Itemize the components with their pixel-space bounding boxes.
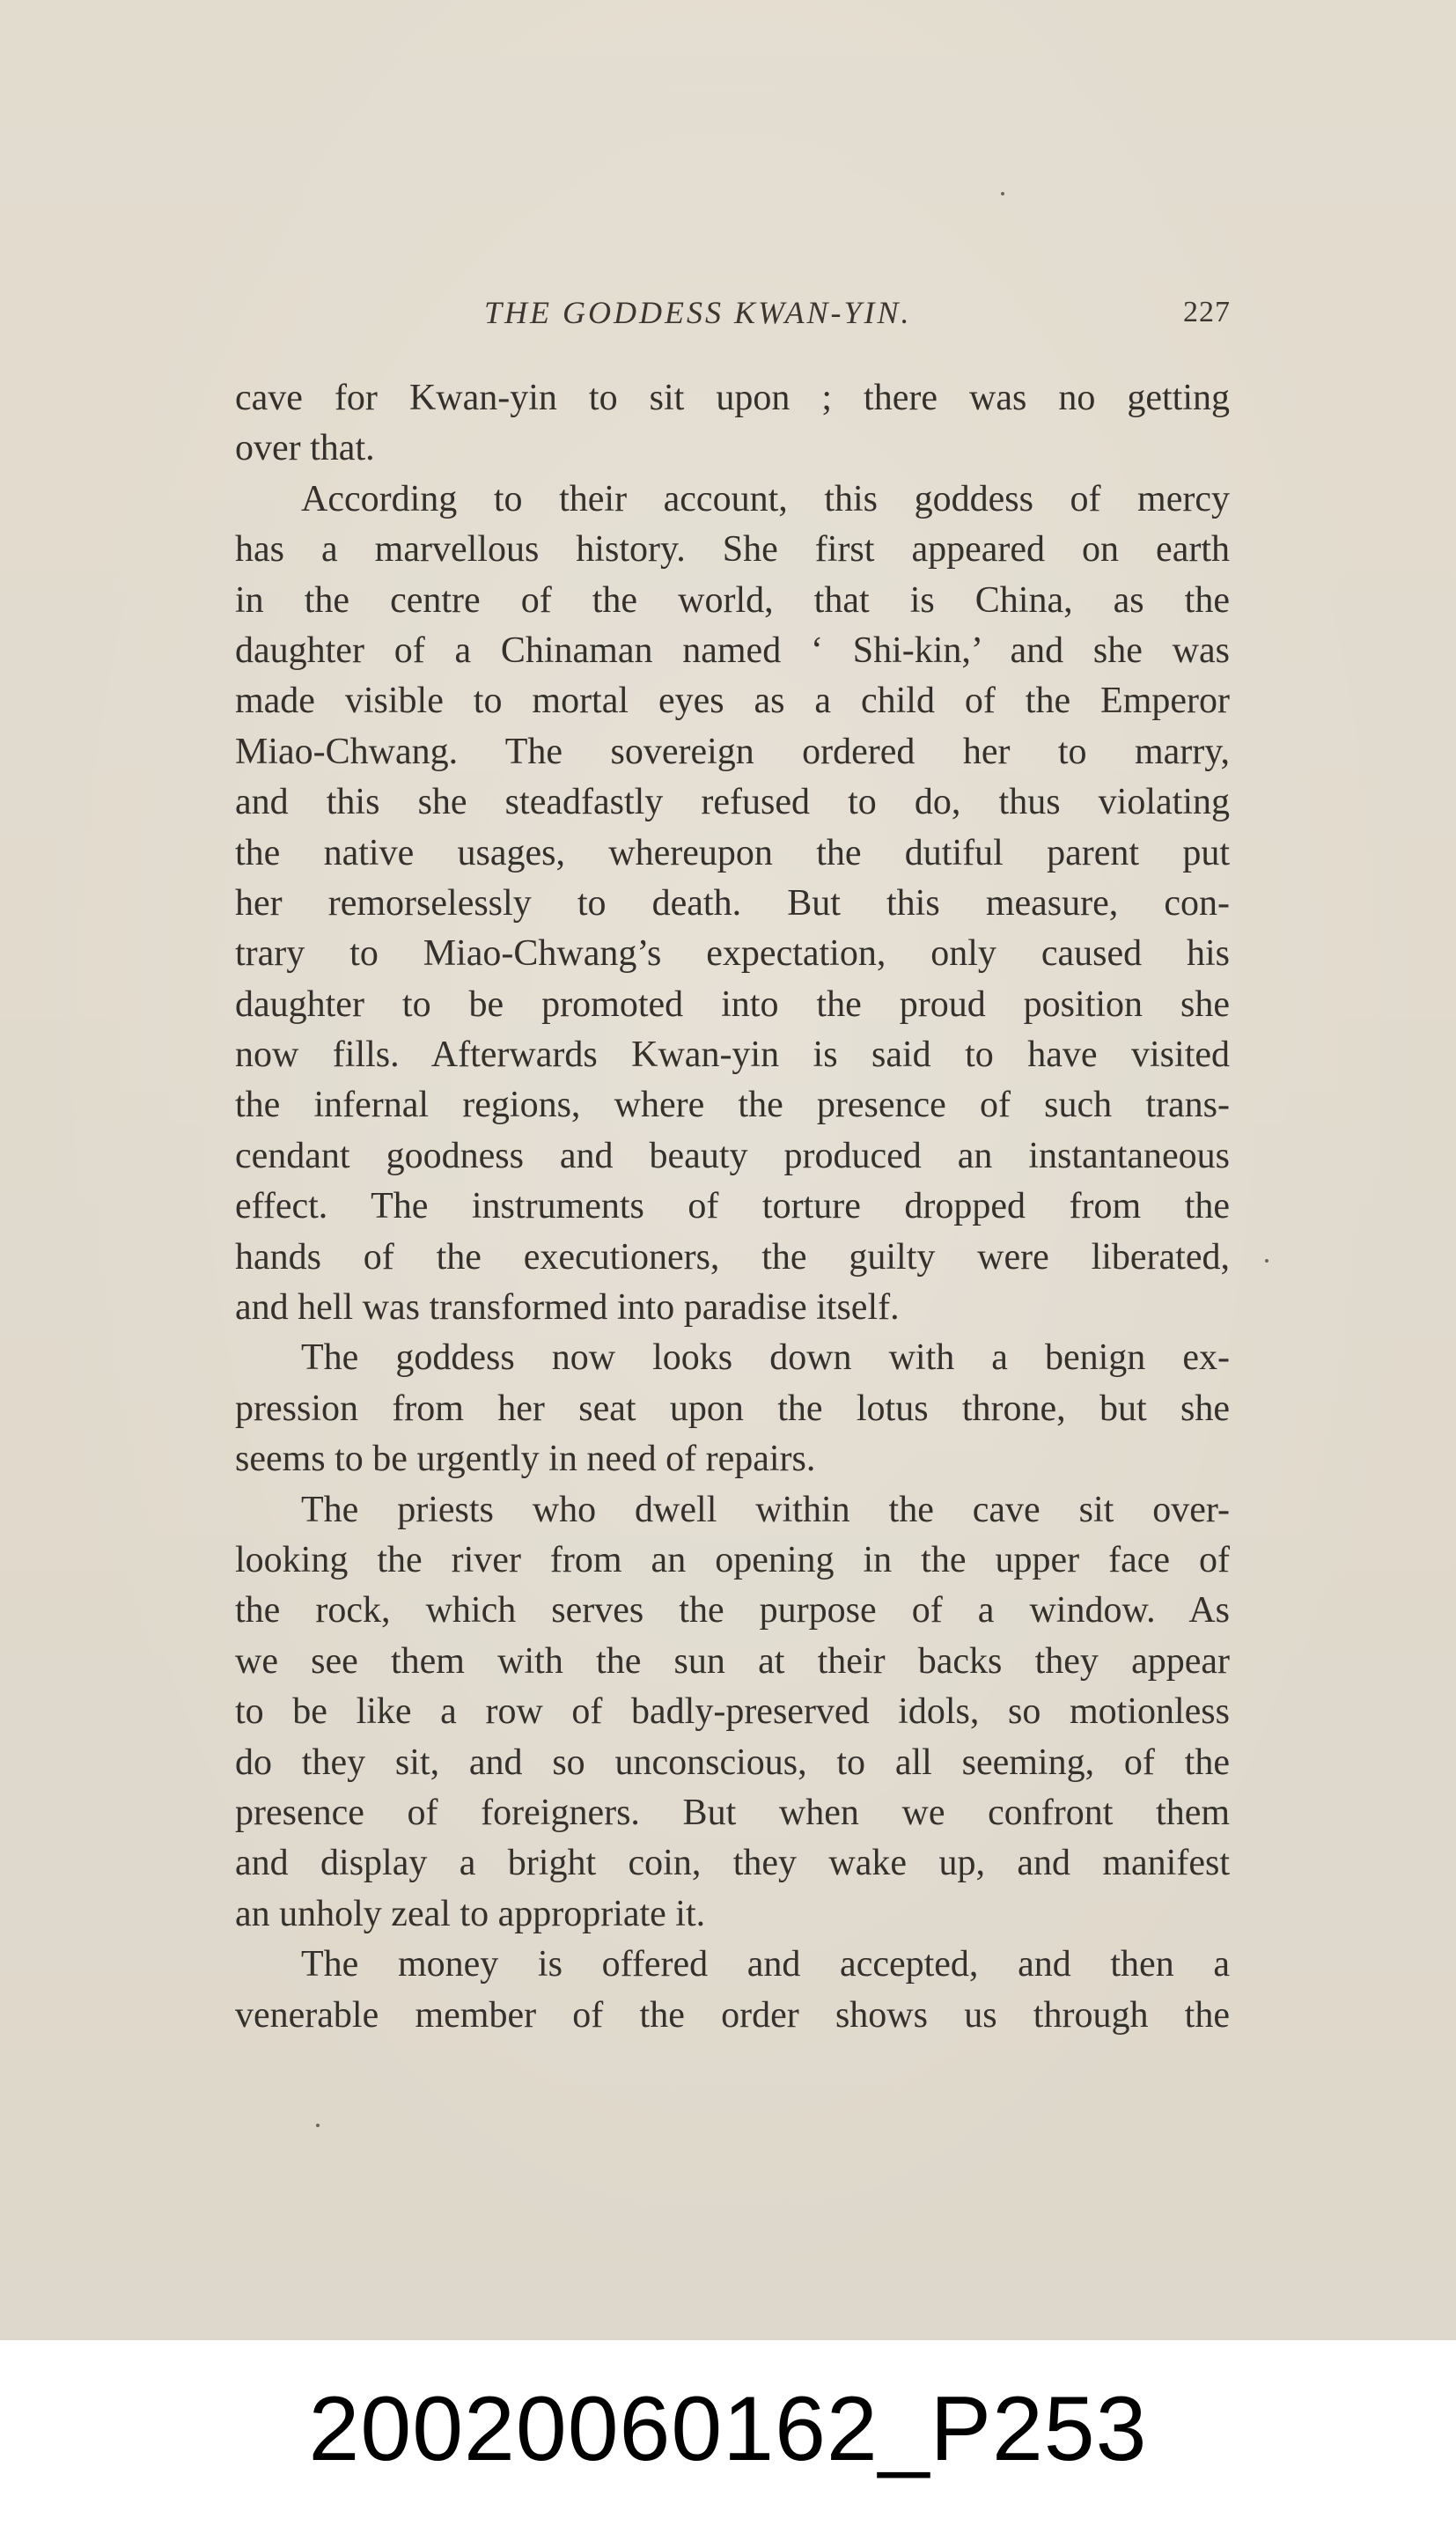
text-line: an unholy zeal to appropriate it. xyxy=(235,1893,706,1934)
running-head xyxy=(238,294,1231,338)
text-line: and hell was transformed into paradise itself. xyxy=(235,1287,900,1329)
paragraph-first-line: According to their account, this goddess of mercy xyxy=(301,478,1230,519)
paper-speck xyxy=(316,2124,320,2127)
text-line: and this she steadfastly refused to do, thus violating xyxy=(235,782,1230,823)
text-line: we see them with the sun at their backs they appear xyxy=(235,1640,1230,1682)
text-line: the infernal regions, where the presence of such trans- xyxy=(235,1085,1230,1126)
text-line: cendant goodness and beauty produced an instantaneous xyxy=(235,1135,1230,1176)
body-text xyxy=(235,373,1230,2041)
text-line: effect. The instruments of torture dropped from the xyxy=(235,1186,1230,1227)
paper-speck xyxy=(1001,192,1004,195)
text-line: to be like a row of badly-preserved idols, so motionless xyxy=(235,1691,1230,1733)
text-line: pression from her seat upon the lotus throne, but she xyxy=(235,1388,1230,1429)
paper-speck xyxy=(1265,1259,1268,1263)
text-line: and display a bright coin, they wake up, and manifest xyxy=(235,1843,1230,1884)
running-title: THE GODDESS KWAN-YIN. xyxy=(484,295,912,330)
text-line: now fills. Afterwards Kwan-yin is said to have visited xyxy=(235,1035,1230,1076)
text-line: venerable member of the order shows us through the xyxy=(235,1994,1230,2036)
text-line: trary to Miao-Chwang’s expectation, only caused his xyxy=(235,933,1230,975)
text-line: the rock, which serves the purpose of a window. As xyxy=(235,1590,1230,1631)
text-line: made visible to mortal eyes as a child of the Emperor xyxy=(235,681,1230,722)
text-line: do they sit, and so unconscious, to all seeming, of the xyxy=(235,1742,1230,1783)
paragraph-first-line: The money is offered and accepted, and then a xyxy=(301,1944,1230,1985)
text-line: has a marvellous history. She first appeared on earth xyxy=(235,529,1230,571)
text-line: her remorselessly to death. But this measure, con- xyxy=(235,882,1230,924)
text-line: in the centre of the world, that is China, as the xyxy=(235,579,1230,621)
text-line: daughter of a Chinaman named ‘ Shi-kin,’ and she was xyxy=(235,630,1230,671)
text-line: presence of foreigners. But when we confront them xyxy=(235,1792,1230,1833)
text-line: Miao-Chwang. The sovereign ordered her to marry, xyxy=(235,731,1230,772)
text-line: daughter to be promoted into the proud position she xyxy=(235,983,1230,1025)
text-line: over that. xyxy=(235,428,375,469)
paragraph-first-line: The priests who dwell within the cave sit over- xyxy=(301,1489,1230,1530)
page-number: 227 xyxy=(1183,296,1231,328)
text-line: cave for Kwan-yin to sit upon ; there was no getting xyxy=(235,378,1230,418)
text-line: hands of the executioners, the guilty were liberated, xyxy=(235,1236,1230,1278)
image-id-caption: 20020060162_P253 xyxy=(308,2378,1148,2480)
text-line: looking the river from an opening in the upper face of xyxy=(235,1539,1230,1580)
paragraph-first-line: The goddess now looks down with a benign ex- xyxy=(301,1337,1230,1379)
text-line: the native usages, whereupon the dutiful parent put xyxy=(235,832,1230,873)
text-line: seems to be urgently in need of repairs. xyxy=(235,1439,816,1480)
